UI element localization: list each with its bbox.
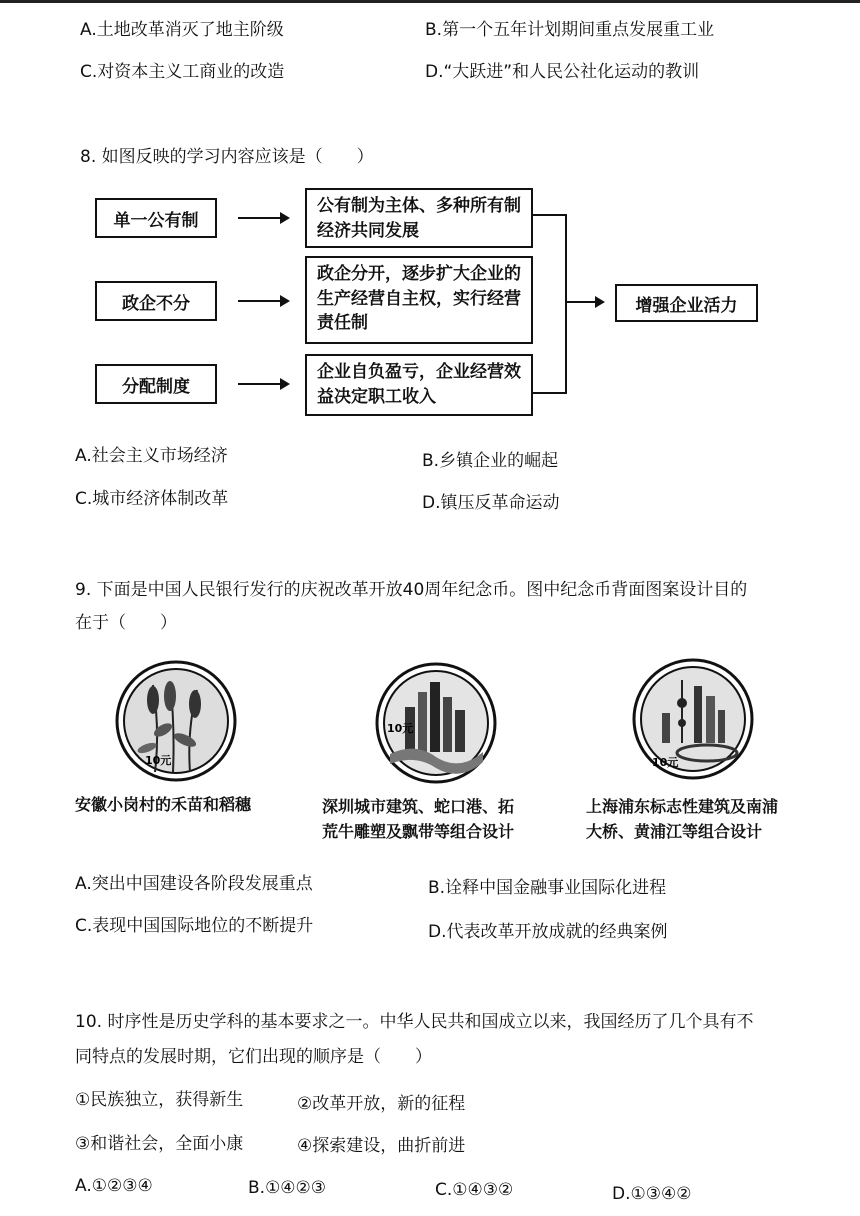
q9-stem-line1: 9. 下面是中国人民银行发行的庆祝改革开放40周年纪念币。图中纪念币背面图案设计目的 [75, 580, 748, 600]
q10-item-1: ①民族独立，获得新生 [75, 1090, 244, 1110]
q8-option-d[interactable]: D.镇压反革命运动 [422, 493, 560, 513]
q10-option-a[interactable]: A.①②③④ [75, 1176, 153, 1196]
q8-stem: 8. 如图反映的学习内容应该是（ ） [80, 147, 374, 167]
coin-rice-image [115, 660, 237, 782]
diagram-left-box-1: 单一公有制 [95, 198, 217, 238]
q10-option-b[interactable]: B.①④②③ [248, 1178, 327, 1198]
q9-option-b[interactable]: B.诠释中国金融事业国际化进程 [428, 878, 667, 898]
diagram-arrow-1 [238, 217, 288, 219]
q7-option-b[interactable]: B.第一个五年计划期间重点发展重工业 [425, 20, 715, 40]
diagram-arrow-result [565, 301, 603, 303]
q10-stem-line1: 10. 时序性是历史学科的基本要求之一。中华人民共和国成立以来，我国经历了几个具有不 [75, 1012, 754, 1032]
coin-2-caption: 深圳城市建筑、蛇口港、拓 荒牛雕塑及飘带等组合设计 [322, 797, 515, 841]
q9-stem-line2: 在于（ ） [75, 613, 177, 633]
q9-option-d[interactable]: D.代表改革开放成就的经典案例 [428, 922, 668, 942]
q10-item-2: ②改革开放，新的征程 [297, 1094, 466, 1114]
diagram-result-box: 增强企业活力 [615, 284, 758, 322]
q9-option-c[interactable]: C.表现中国国际地位的不断提升 [75, 916, 314, 936]
q7-option-d[interactable]: D.“大跃进”和人民公社化运动的教训 [425, 62, 700, 82]
q10-option-c[interactable]: C.①④③② [435, 1180, 514, 1200]
diagram-middle-box-1: 公有制为主体、多种所有制经济共同发展 [305, 188, 533, 248]
coin-shenzhen-image [375, 662, 497, 784]
q9-option-a[interactable]: A.突出中国建设各阶段发展重点 [75, 874, 313, 894]
q10-stem-line2: 同特点的发展时期，它们出现的顺序是（ ） [75, 1047, 432, 1067]
coin-2-value: 10元 [387, 722, 414, 735]
q8-option-c[interactable]: C.城市经济体制改革 [75, 489, 229, 509]
diagram-bracket [533, 214, 567, 394]
q10-item-3: ③和谐社会，全面小康 [75, 1134, 244, 1154]
q7-option-a[interactable]: A.土地改革消灭了地主阶级 [80, 20, 284, 40]
q8-option-b[interactable]: B.乡镇企业的崛起 [422, 451, 559, 471]
diagram-middle-box-2: 政企分开，逐步扩大企业的生产经营自主权，实行经营责任制 [305, 256, 533, 344]
q8-option-a[interactable]: A.社会主义市场经济 [75, 446, 228, 466]
coin-3-caption: 上海浦东标志性建筑及南浦 大桥、黄浦江等组合设计 [586, 797, 779, 841]
coin-1-value: 10元 [145, 754, 172, 767]
diagram-arrow-3 [238, 383, 288, 385]
q10-item-4: ④探索建设，曲折前进 [297, 1136, 466, 1156]
diagram-middle-box-3: 企业自负盈亏，企业经营效益决定职工收入 [305, 354, 533, 416]
diagram-left-box-2: 政企不分 [95, 281, 217, 321]
top-edge-line [0, 0, 860, 3]
q10-option-d[interactable]: D.①③④② [612, 1184, 692, 1204]
q7-option-c[interactable]: C.对资本主义工商业的改造 [80, 62, 285, 82]
coin-shanghai-image [632, 658, 754, 780]
coin-1-caption: 安徽小岗村的禾苗和稻穗 [75, 795, 252, 814]
diagram-left-box-3: 分配制度 [95, 364, 217, 404]
diagram-arrow-2 [238, 300, 288, 302]
coin-3-value: 10元 [652, 756, 679, 769]
